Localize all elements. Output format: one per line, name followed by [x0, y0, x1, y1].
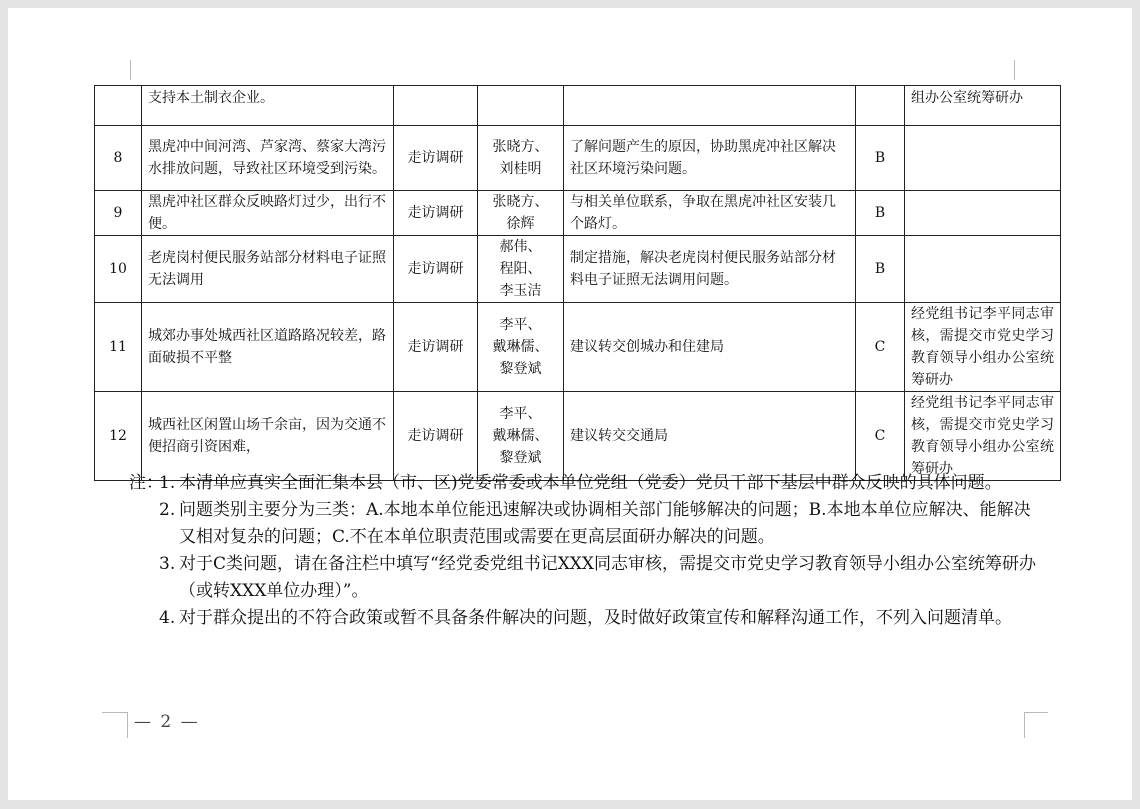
- responsible-people: 李平、 戴琳儒、 黎登斌: [478, 303, 564, 392]
- margin-mark-bottom-right: [1024, 712, 1048, 738]
- remark-cell: 组办公室统筹研办: [905, 86, 1061, 126]
- row-number: 11: [95, 303, 142, 392]
- action-measure: 了解问题产生的原因，协助黑虎冲社区解决社区环境污染问题。: [564, 126, 856, 191]
- table-row: [95, 191, 1061, 236]
- table-row: [95, 86, 1061, 126]
- note-number: 4.: [159, 608, 176, 628]
- issue-description: 支持本土制衣企业。: [142, 86, 394, 126]
- responsible-people: 张晓方、 刘桂明: [478, 126, 564, 191]
- method-cell: 走访调研: [394, 392, 478, 481]
- table-row: [95, 126, 1061, 191]
- issue-description: 城西社区闲置山场千余亩，因为交通不便招商引资困难，: [142, 392, 394, 481]
- issue-category: B: [856, 191, 905, 236]
- method-cell: 走访调研: [394, 303, 478, 392]
- notes-section: [129, 470, 1039, 632]
- note-number: 3.: [159, 554, 176, 574]
- note-number: 2.: [159, 500, 176, 520]
- responsible-people: 张晓方、 徐辉: [478, 191, 564, 236]
- issue-description: 黑虎冲中间河湾、芦家湾、蔡家大湾污水排放问题，导致社区环境受到污染。: [142, 126, 394, 191]
- note-number: 1.: [159, 473, 176, 493]
- issue-category: [856, 86, 905, 126]
- notes-label: 注：: [129, 473, 163, 493]
- issue-category: C: [856, 392, 905, 481]
- responsible-people: [478, 86, 564, 126]
- issue-category: B: [856, 236, 905, 303]
- remark-cell: [905, 126, 1061, 191]
- table-row: [95, 392, 1061, 481]
- issue-category: B: [856, 126, 905, 191]
- issue-list-table: [94, 85, 1061, 481]
- remark-cell: 经党组书记李平同志审核，需提交市党史学习教育领导小组办公室统筹研办: [905, 303, 1061, 392]
- action-measure: 建议转交交通局: [564, 392, 856, 481]
- page-number: — 2 —: [134, 712, 200, 732]
- action-measure: 与相关单位联系，争取在黑虎冲社区安装几个路灯。: [564, 191, 856, 236]
- row-number: 8: [95, 126, 142, 191]
- action-measure: 建议转交创城办和住建局: [564, 303, 856, 392]
- method-cell: 走访调研: [394, 236, 478, 303]
- margin-mark-top-right: [1014, 60, 1024, 80]
- issue-description: 老虎岗村便民服务站部分材料电子证照无法调用: [142, 236, 394, 303]
- remark-cell: [905, 191, 1061, 236]
- note-item: [129, 470, 1039, 497]
- remark-cell: 经党组书记李平同志审核，需提交市党史学习教育领导小组办公室统筹研办: [905, 392, 1061, 481]
- row-number: 12: [95, 392, 142, 481]
- responsible-people: 郝伟、 程阳、 李玉洁: [478, 236, 564, 303]
- responsible-people: 李平、 戴琳儒、 黎登斌: [478, 392, 564, 481]
- row-number: 9: [95, 191, 142, 236]
- note-item: [129, 551, 1039, 605]
- margin-mark-bottom-left: [102, 712, 128, 738]
- issue-description: 城郊办事处城西社区道路路况较差，路面破损不平整: [142, 303, 394, 392]
- row-number: [95, 86, 142, 126]
- note-text: 对于群众提出的不符合政策或暂不具备条件解决的问题，及时做好政策宣传和解释沟通工作，不列入问题清单。: [179, 608, 1012, 628]
- margin-mark-top-left: [121, 60, 131, 80]
- row-number: 10: [95, 236, 142, 303]
- table-row: [95, 303, 1061, 392]
- table-row: [95, 236, 1061, 303]
- method-cell: 走访调研: [394, 126, 478, 191]
- issue-category: C: [856, 303, 905, 392]
- note-text: 本清单应真实全面汇集本县（市、区)党委常委或本单位党组（党委）党员干部下基层中群众反映的具体问题。: [179, 473, 1002, 493]
- method-cell: [394, 86, 478, 126]
- issue-description: 黑虎冲社区群众反映路灯过少，出行不便。: [142, 191, 394, 236]
- method-cell: 走访调研: [394, 191, 478, 236]
- note-item: [129, 497, 1039, 551]
- remark-cell: [905, 236, 1061, 303]
- note-text: 对于C类问题，请在备注栏中填写“经党委党组书记XXX同志审核，需提交市党史学习教育领导小组办公室统筹研办（或转XXX单位办理）”。: [179, 554, 1037, 601]
- note-text: 问题类别主要分为三类：A.本地本单位能迅速解决或协调相关部门能够解决的问题；B.本地本单位应解决、能解决又相对复杂的问题；C.不在本单位职责范围或需要在更高层面研办解决的问题。: [179, 500, 1031, 547]
- action-measure: 制定措施，解决老虎岗村便民服务站部分材料电子证照无法调用问题。: [564, 236, 856, 303]
- note-item: [129, 605, 1039, 632]
- document-page: [8, 8, 1132, 800]
- action-measure: [564, 86, 856, 126]
